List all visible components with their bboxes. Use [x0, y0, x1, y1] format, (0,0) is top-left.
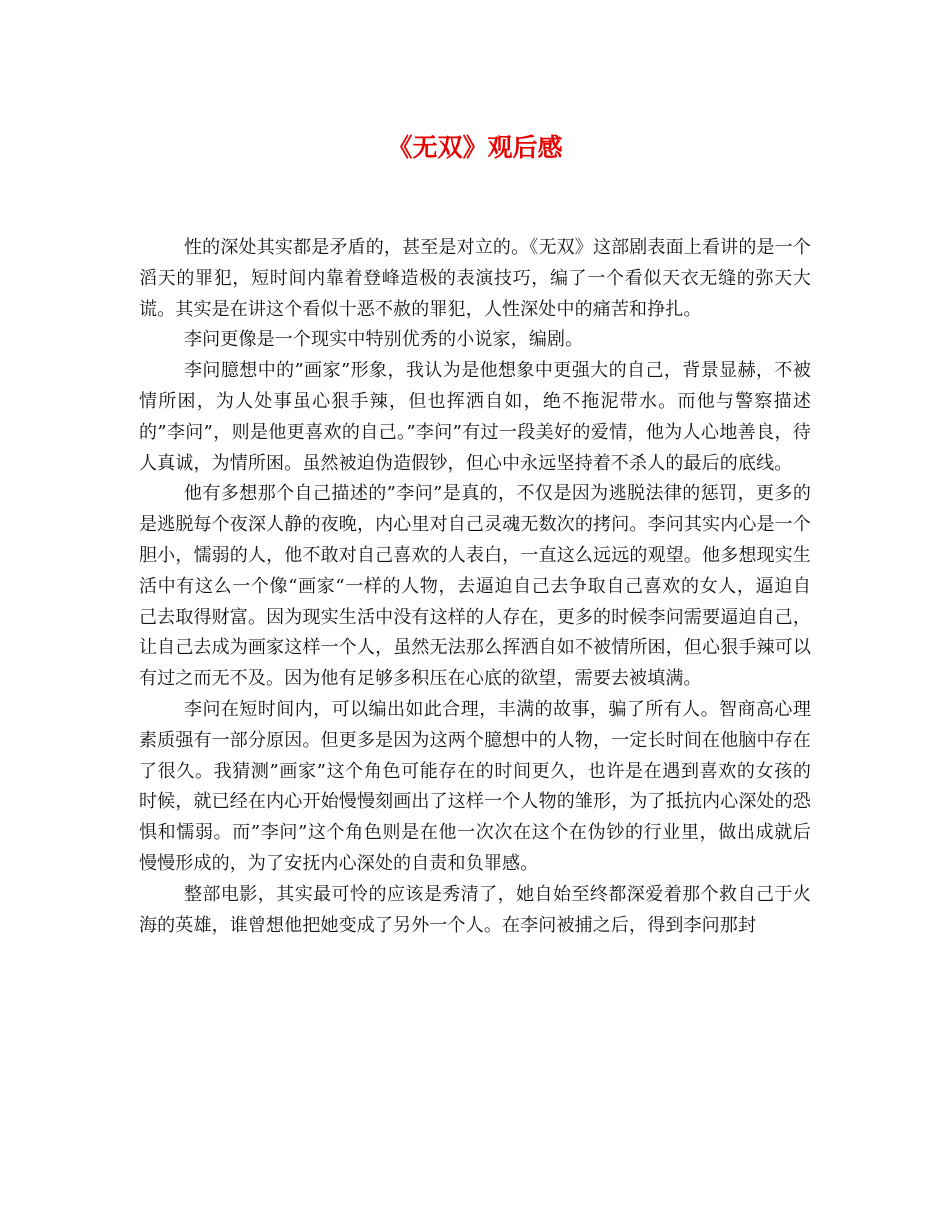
paragraph: 李问臆想中的”画家”形象，我认为是他想象中更强大的自己，背景显赫，不被情所困，为人处事虽心狠手辣，但也挥洒自如，绝不拖泥带水。而他与警察描述的”李问”，则是他更喜欢的自己。”李问”有过一段美好的爱情，他为人心地善良，待人真诚，为情所困。虽然被迫伪造假钞，但心中永远坚持着不杀人的最后的底线。 [139, 360, 811, 474]
paragraph: 整部电影，其实最可怜的应该是秀清了，她自始至终都深爱着那个救自己于火海的英雄，谁曾想他把她变成了另外一个人。在李问被捕之后，得到李问那封 [139, 883, 811, 936]
paragraph: 性的深处其实都是矛盾的，甚至是对立的。《无双》这部剧表面上看讲的是一个滔天的罪犯，短时间内靠着登峰造极的表演技巧，编了一个看似天衣无缝的弥天大谎。其实是在讲这个看似十恶不赦的罪犯，人性深处中的痛苦和挣扎。 [139, 237, 811, 320]
document-body [139, 233, 811, 941]
paragraph: 李问更像是一个现实中特别优秀的小说家，编剧。 [184, 329, 584, 351]
paragraph: 李问在短时间内，可以编出如此合理，丰满的故事，骗了所有人。智商高心理素质强有一部分原因。但更多是因为这两个臆想中的人物，一定长时间在他脑中存在了很久。我猜测”画家”这个角色可能存在的时间更久，也许是在遇到喜欢的女孩的时候，就已经在内心开始慢慢刻画出了这样一个人物的雏形，为了抵抗内心深处的恐惧和懦弱。而”李问”这个角色则是在他一次次在这个在伪钞的行业里，做出成就后慢慢形成的，为了安抚内心深处的自责和负罪感。 [139, 698, 811, 874]
paragraph: 他有多想那个自己描述的”李问”是真的，不仅是因为逃脱法律的惩罚，更多的是逃脱每个夜深人静的夜晚，内心里对自己灵魂无数次的拷问。李问其实内心是一个胆小，懦弱的人，他不敢对自己喜欢的人表白，一直这么远远的观望。他多想现实生活中有这么一个像“画家“一样的人物，去逼迫自己去争取自己喜欢的女人，逼迫自己去取得财富。因为现实生活中没有这样的人存在，更多的时候李问需要逼迫自己，让自己去成为画家这样一个人，虽然无法那么挥洒自如不被情所困，但心狠手辣可以有过之而无不及。因为他有足够多积压在心底的欲望，需要去被填满。 [139, 483, 811, 690]
document-title: 《无双》观后感 [387, 133, 563, 162]
